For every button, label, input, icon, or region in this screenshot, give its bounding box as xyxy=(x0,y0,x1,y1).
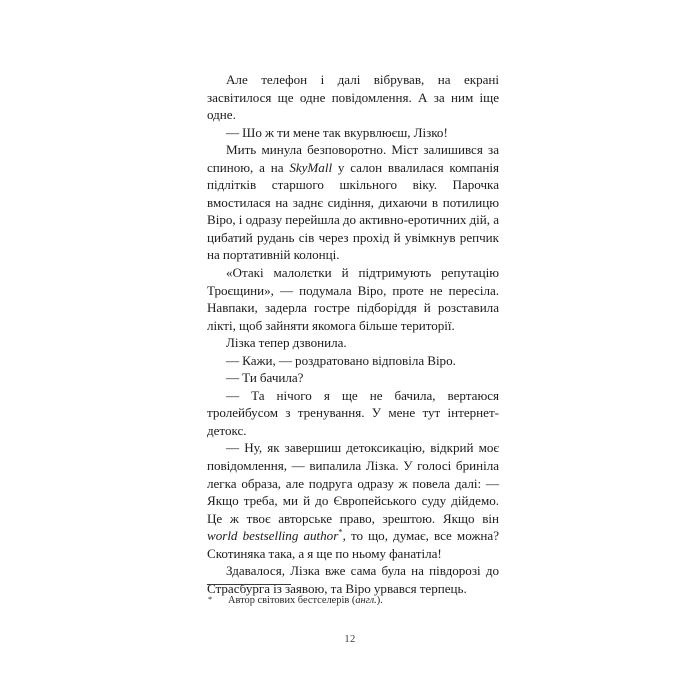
body-text-column xyxy=(207,71,499,597)
footnote-part-2: ). xyxy=(376,595,383,606)
footnote-area xyxy=(207,584,499,607)
paragraph-1: Але телефон і далі вібрував, на екрані засвітилося ще одне повідомлення. А за ним іще одне. xyxy=(207,72,499,123)
paragraph-10: Здавалося, Лізка вже сама була на півдорозі до Страсбурга із заявою, та Віро урвався терпець. xyxy=(207,563,499,596)
footnote-separator-rule xyxy=(207,584,291,585)
paragraph-6-dialogue: — Кажи, — роздратовано відповіла Віро. xyxy=(226,352,456,368)
paragraph-3-part-1: Мить минула безповоротно. Міст залишився за спиною, а на xyxy=(207,142,499,175)
paragraph-3 xyxy=(207,141,499,264)
footnote-text xyxy=(207,594,499,607)
paragraph-9-part-1: — Ну, як завершиш детоксикацію, відкрий моє повідомлення, — випалила Лізка. У голосі бриніла легка образа, але подруга одразу ж повела далі: — Якщо треба, ми й до Європейського суду дійдемо. Це ж твоє авторське право, зрештою. Якщо він xyxy=(207,440,499,526)
footnote-reference-marker: * xyxy=(338,526,343,537)
paragraph-3-part-2: у салон ввалилася компанія підлітків старшого шкільного віку. Парочка вмостилася на заднє сидіння, дихаючи в потилицю Віро, і одразу перейшла до активно-еротичних дій, а цибатий рудань сів через прохід й увімкнув репчик на портативній колонці. xyxy=(207,159,500,263)
paragraph-7-dialogue: — Ти бачила? xyxy=(226,370,304,386)
footnote-italic-abbreviation: англ. xyxy=(355,595,377,606)
paragraph-4: «Отакі малолєтки й підтримують репутацію Троєщини», — подумала Віро, проте не пересіла. Навпаки, задерла гостре підборіддя й розставила лікті, щоб зайняти якомога більше території. xyxy=(207,265,499,333)
paragraph-9-part-2: , то що, думає, все можна? Скотиняка така, а я ще по ньому фанатіла! xyxy=(207,528,499,561)
paragraph-2-dialogue: — Шо ж ти мене так вкурвлюєш, Лізко! xyxy=(226,124,448,140)
page-number: 12 xyxy=(344,634,356,645)
paragraph-3-italic-skymall: SkyMall xyxy=(289,159,333,175)
footnote-marker: * xyxy=(208,595,213,604)
paragraph-5: Лізка тепер дзвонила. xyxy=(226,335,347,351)
paragraph-9-dialogue xyxy=(207,439,499,562)
paragraph-9-italic-world-bestselling-author: world bestselling author xyxy=(207,528,339,544)
footnote-part-1: Автор світових бестселерів ( xyxy=(228,595,356,606)
paragraph-8-dialogue: — Та нічого я ще не бачила, вертаюся тролейбусом з тренування. У мене тут інтернет-детокс. xyxy=(207,387,499,438)
